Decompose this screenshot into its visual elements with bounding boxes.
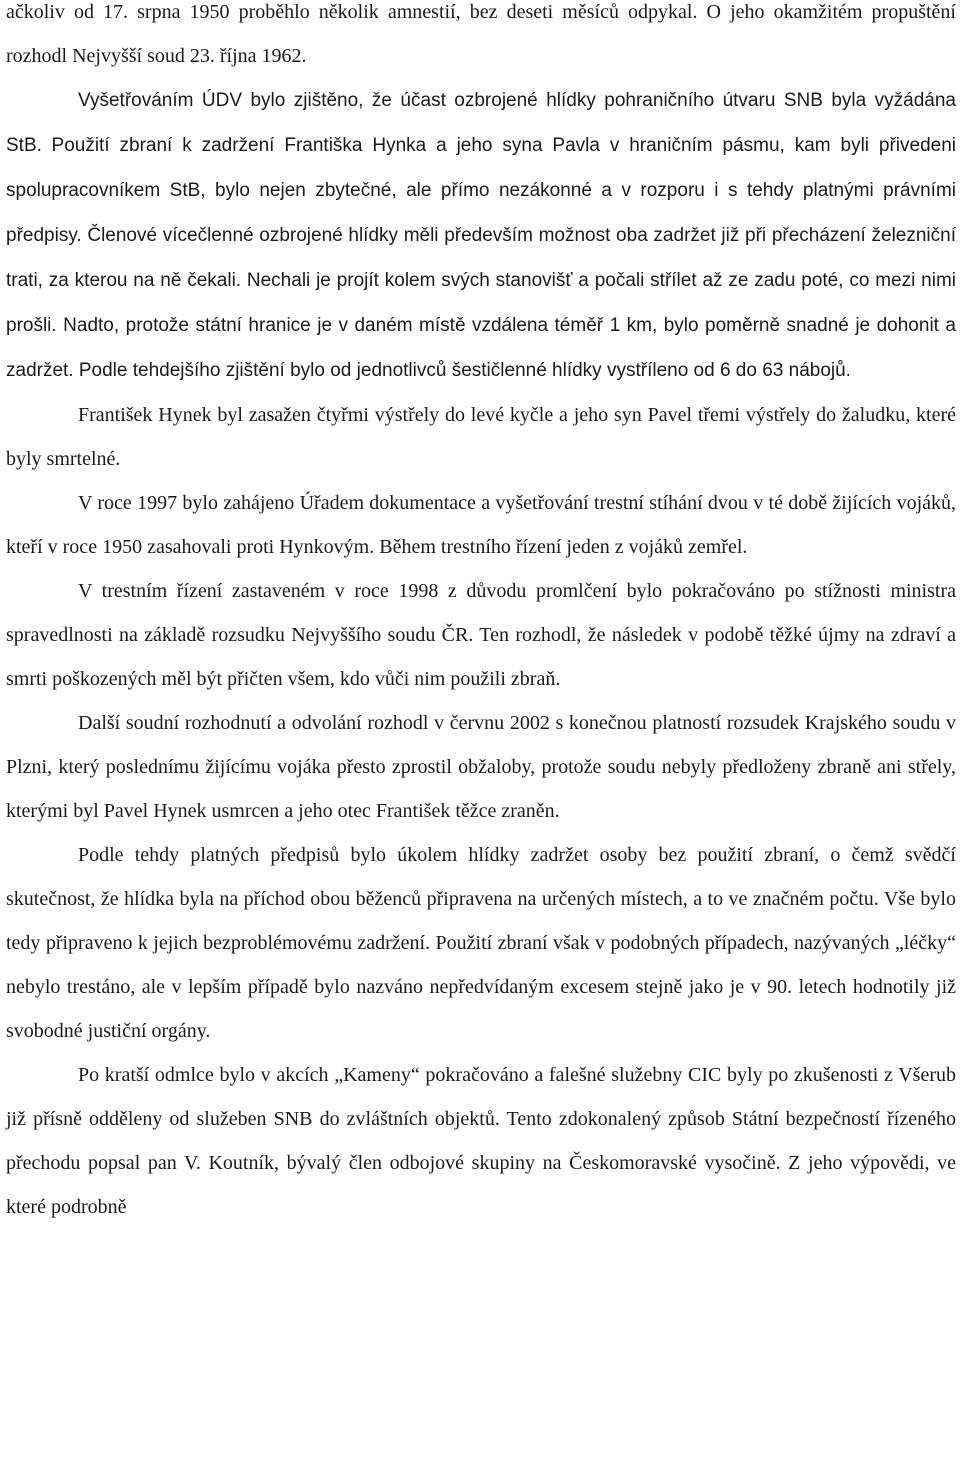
paragraph-8: Po kratší odmlce bylo v akcích „Kameny“ pokračováno a falešné služebny CIC byly po zkušenosti z Všerub již přísně odděleny od služeben SNB do zvláštních objektů. Tento zdokonalený způsob Státní bezpečností řízeného přechodu popsal pan V. Koutník, bývalý člen odbojové skupiny na Českomoravské vysočině. Z jeho výpovědi, ve které podrobně [6, 1064, 956, 1218]
paragraph-2-body: Použití zbraní k zadržení Františka Hynka a jeho syna Pavla v hraničním pásmu, kam byli přivedeni spolupracovníkem StB, bylo nejen zbytečné, ale přímo nezákonné a v rozporu i s tehdy platnými právními předpisy. Členové vícečlenné ozbrojené hlídky měli především možnost oba zadržet již při přecházení železniční trati, za kterou na ně čekali. Nechali je projít kolem svých stanovišť a počali střílet až ze zadu poté, co mezi nimi prošli. Nadto, protože státní hranice je v daném místě vzdálena téměř 1 km, bylo poměrně snadné je dohonit a zadržet. Podle tehdejšího zjištění bylo od jednotlivců šestičlenné hlídky vystříleno od 6 do 63 nábojů. [6, 135, 957, 381]
paragraph-6: Další soudní rozhodnutí a odvolání rozhodl v červnu 2002 s konečnou platností rozsudek Krajského soudu v Plzni, který poslednímu žijícímu vojáka přesto zprostil obžaloby, protože soudu nebyly předloženy zbraně ani střely, kterými byl Pavel Hynek usmrcen a jeho otec František těžce zraněn. [6, 712, 956, 822]
paragraph-1: ačkoliv od 17. srpna 1950 proběhlo několik amnestií, bez deseti měsíců odpykal. O jeho okamžitém propuštění rozhodl Nejvyšší soud 23. října 1962. [6, 1, 956, 67]
paragraph-7: Podle tehdy platných předpisů bylo úkolem hlídky zadržet osoby bez použití zbraní, o čemž svědčí skutečnost, že hlídka byla na příchod obou běženců připravena na určených místech, a to ve značném počtu. Vše bylo tedy připraveno k jejich bezproblémovému zadržení. Použití zbraní však v podobných případech, nazývaných „léčky“ nebylo trestáno, ale v lepším případě bylo nazváno nepředvídaným excesem stejně jako je v 90. letech hodnotily již svobodné justiční orgány. [6, 844, 956, 1042]
paragraph-3: František Hynek byl zasažen čtyřmi výstřely do levé kyčle a jeho syn Pavel třemi výstřely do žaludku, které byly smrtelné. [6, 404, 956, 470]
paragraph-4: V roce 1997 bylo zahájeno Úřadem dokumentace a vyšetřování trestní stíhání dvou v té době žijících vojáků, kteří v roce 1950 zasahovali proti Hynkovým. Během trestního řízení jeden z vojáků zemřel. [6, 492, 956, 558]
paragraph-2-intro: Vyšetřováním ÚDV bylo zjištěno, že účast ozbrojené hlídky pohraničního útvaru SNB byla vyžádána StB. [6, 90, 956, 156]
document-body [6, 0, 956, 1229]
paragraph-2 [6, 78, 956, 393]
paragraph-5: V trestním řízení zastaveném v roce 1998 z důvodu promlčení bylo pokračováno po stížnosti ministra spravedlnosti na základě rozsudku Nejvyššího soudu ČR. Ten rozhodl, že následek v podobě těžké újmy na zdraví a smrti poškozených měl být přičten všem, kdo vůči nim použili zbraň. [6, 580, 956, 690]
